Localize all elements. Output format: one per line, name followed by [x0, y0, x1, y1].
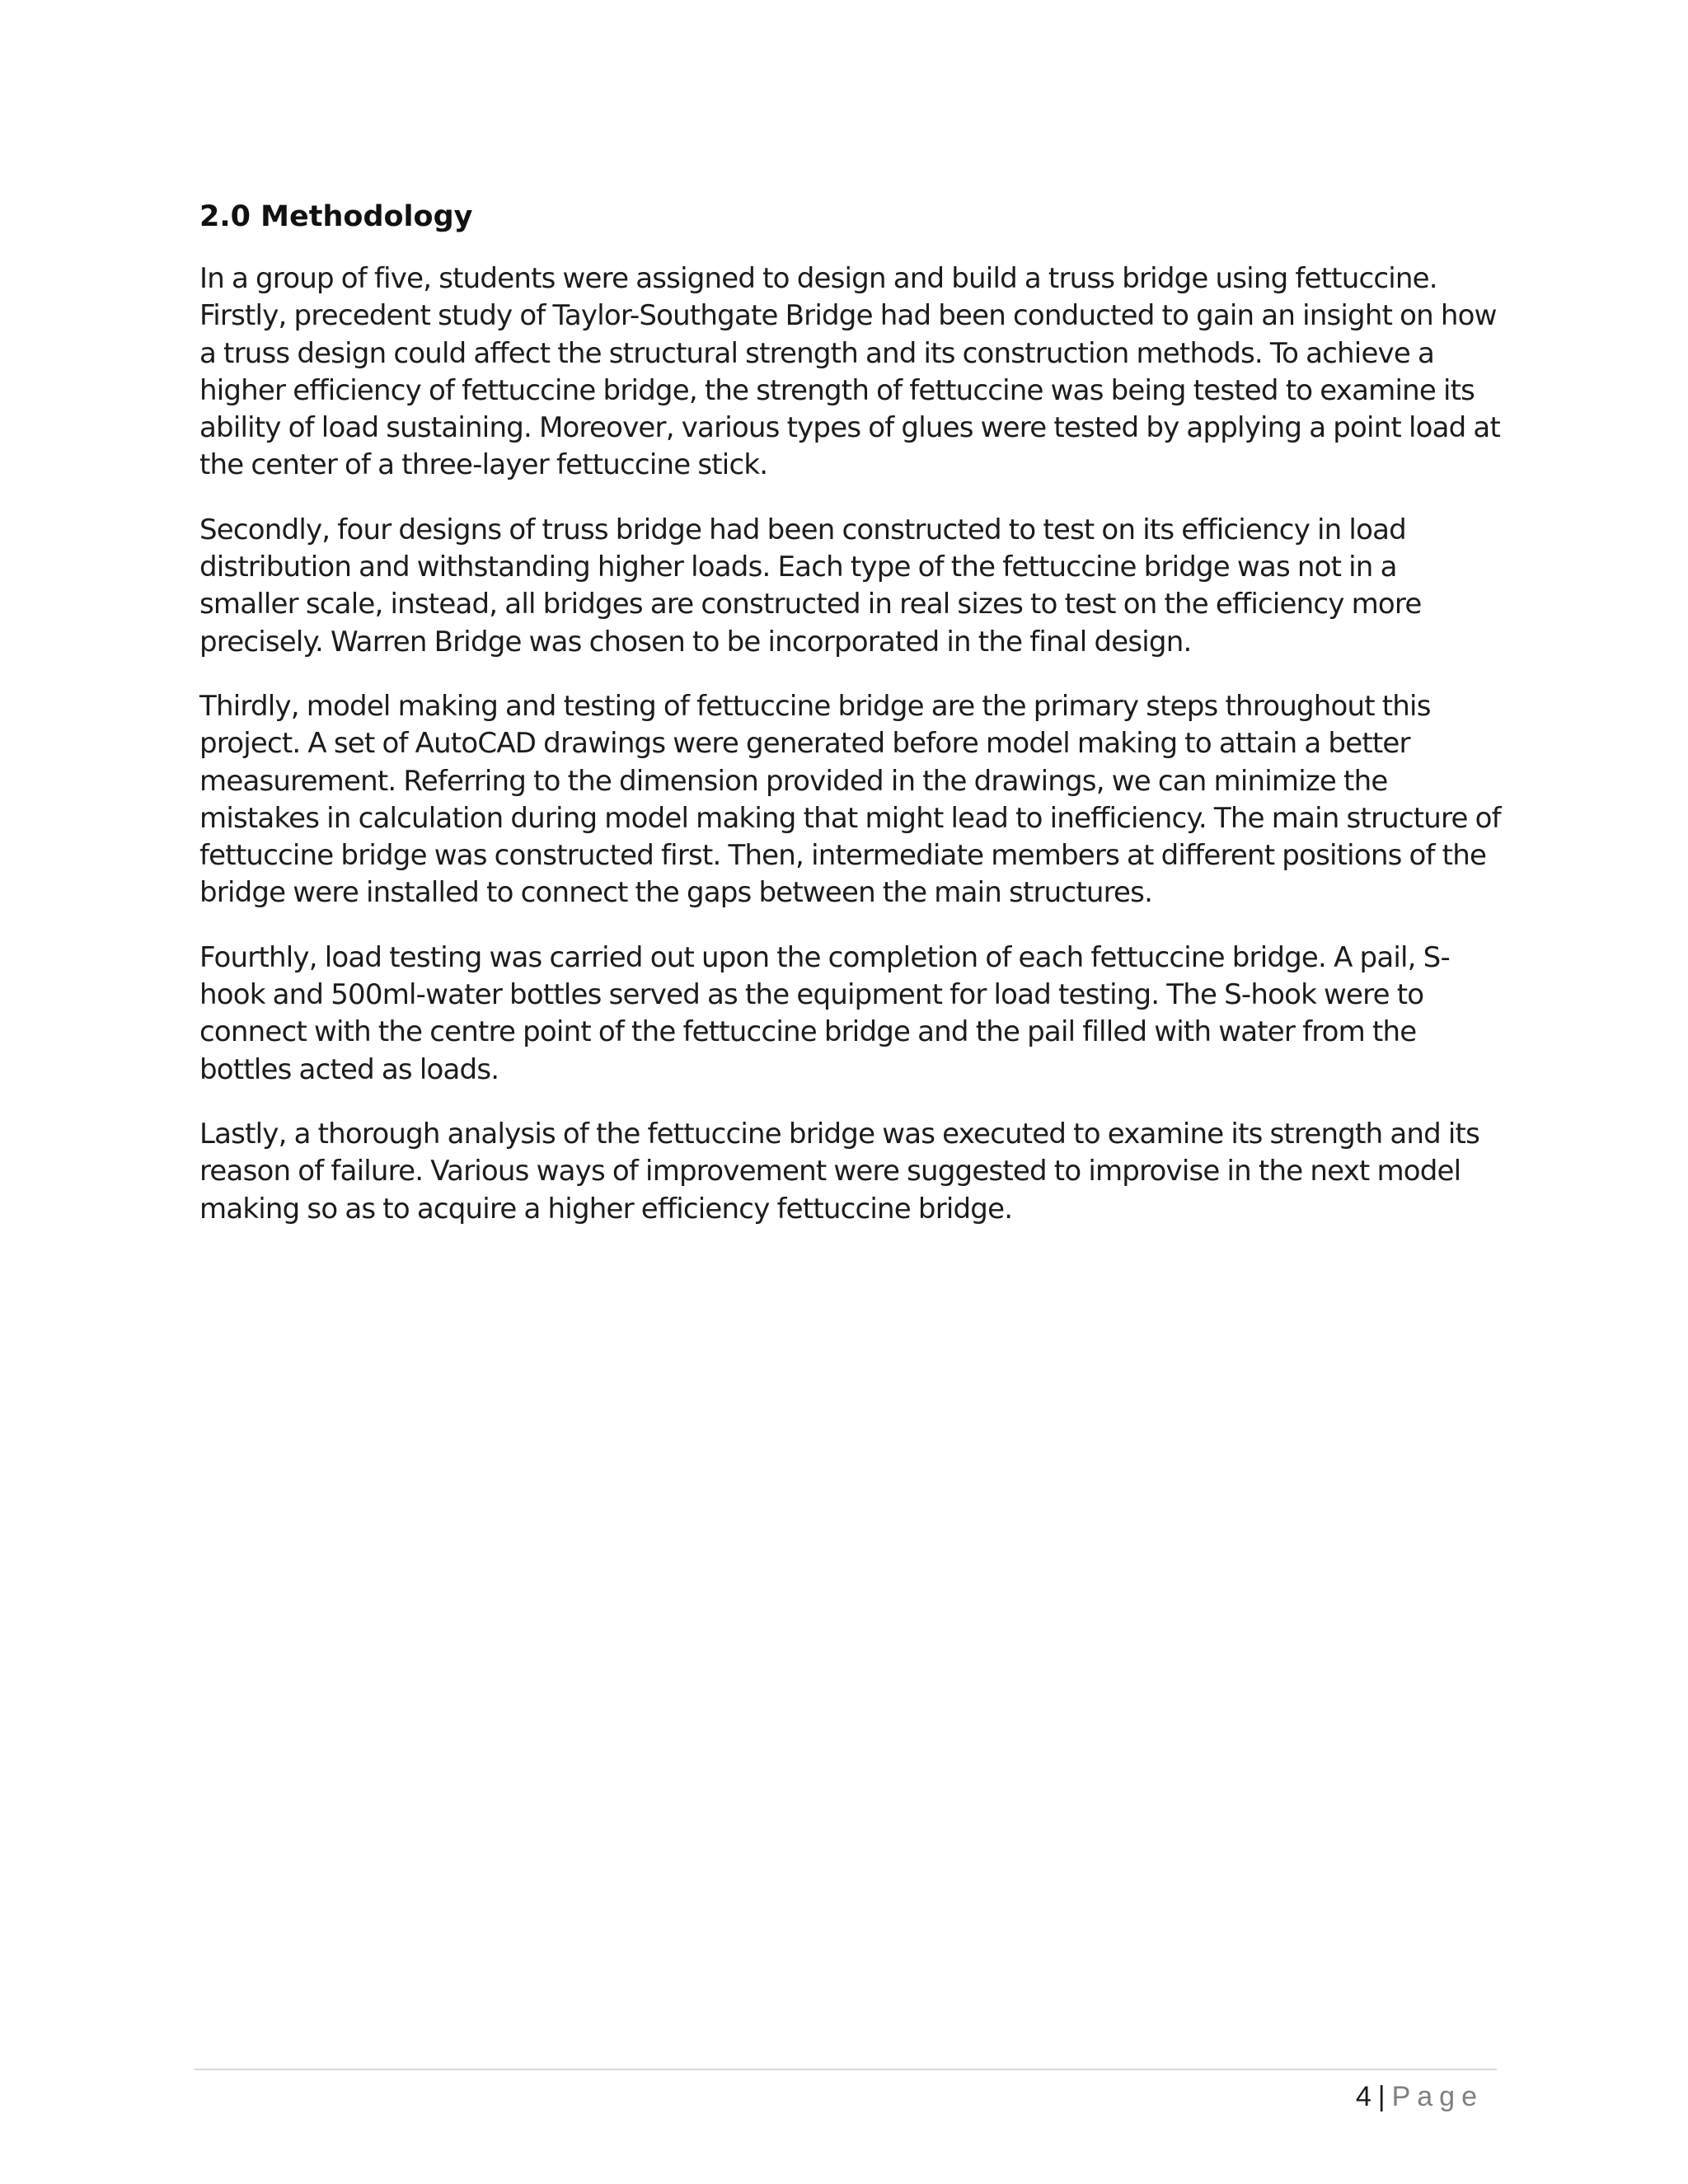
paragraph-3: Thirdly, model making and testing of fettuccine bridge are the primary steps throughout this project. A set of AutoCAD drawings were generated before model making to attain a better measurement. Referring to the dimension provided in the drawings, we can minimize the mistakes in calculation during model making that might lead to inefficiency. The main structure of fettuccine bridge was constructed first. Then, intermediate members at different positions of the bridge were installed to connect the gaps between the main structures. — [199, 689, 1501, 910]
page-footer — [1356, 2079, 1484, 2115]
footer-divider — [195, 2069, 1497, 2070]
paragraph-1: In a group of five, students were assigned to design and build a truss bridge using fettuccine. Firstly, precedent study of Taylor-Southgate Bridge had been conducted to gain an insight on how a truss design could affect the structural strength and its construction methods. To achieve a higher efficiency of fettuccine bridge, the strength of fettuccine was being tested to examine its ability of load sustaining. Moreover, various types of glues were tested by applying a point load at the center of a three-layer fettuccine stick. — [199, 262, 1500, 482]
paragraph-5: Lastly, a thorough analysis of the fettuccine bridge was executed to examine its strength and its reason of failure. Various ways of improvement were suggested to improvise in the next model making so as to acquire a higher efficiency fettuccine bridge. — [199, 1117, 1479, 1226]
paragraph-2: Secondly, four designs of truss bridge had been constructed to test on its efficiency in load distribution and withstanding higher loads. Each type of the fettuccine bridge was not in a smaller scale, instead, all bridges are constructed in real sizes to test on the efficiency more precisely. Warren Bridge was chosen to be incorporated in the final design. — [199, 513, 1422, 658]
section-heading: 2.0 Methodology — [199, 200, 473, 233]
page-label: Page — [1391, 2081, 1484, 2112]
footer-separator: | — [1377, 2081, 1386, 2112]
page-number: 4 — [1355, 2081, 1372, 2112]
document-body — [199, 198, 1502, 1255]
paragraph-4: Fourthly, load testing was carried out upon the completion of each fettuccine bridge. A pail, S-hook and 500ml-water bottles served as the equipment for load testing. The S-hook were to connect with the centre point of the fettuccine bridge and the pail filled with water from the bottles acted as loads. — [199, 940, 1450, 1086]
